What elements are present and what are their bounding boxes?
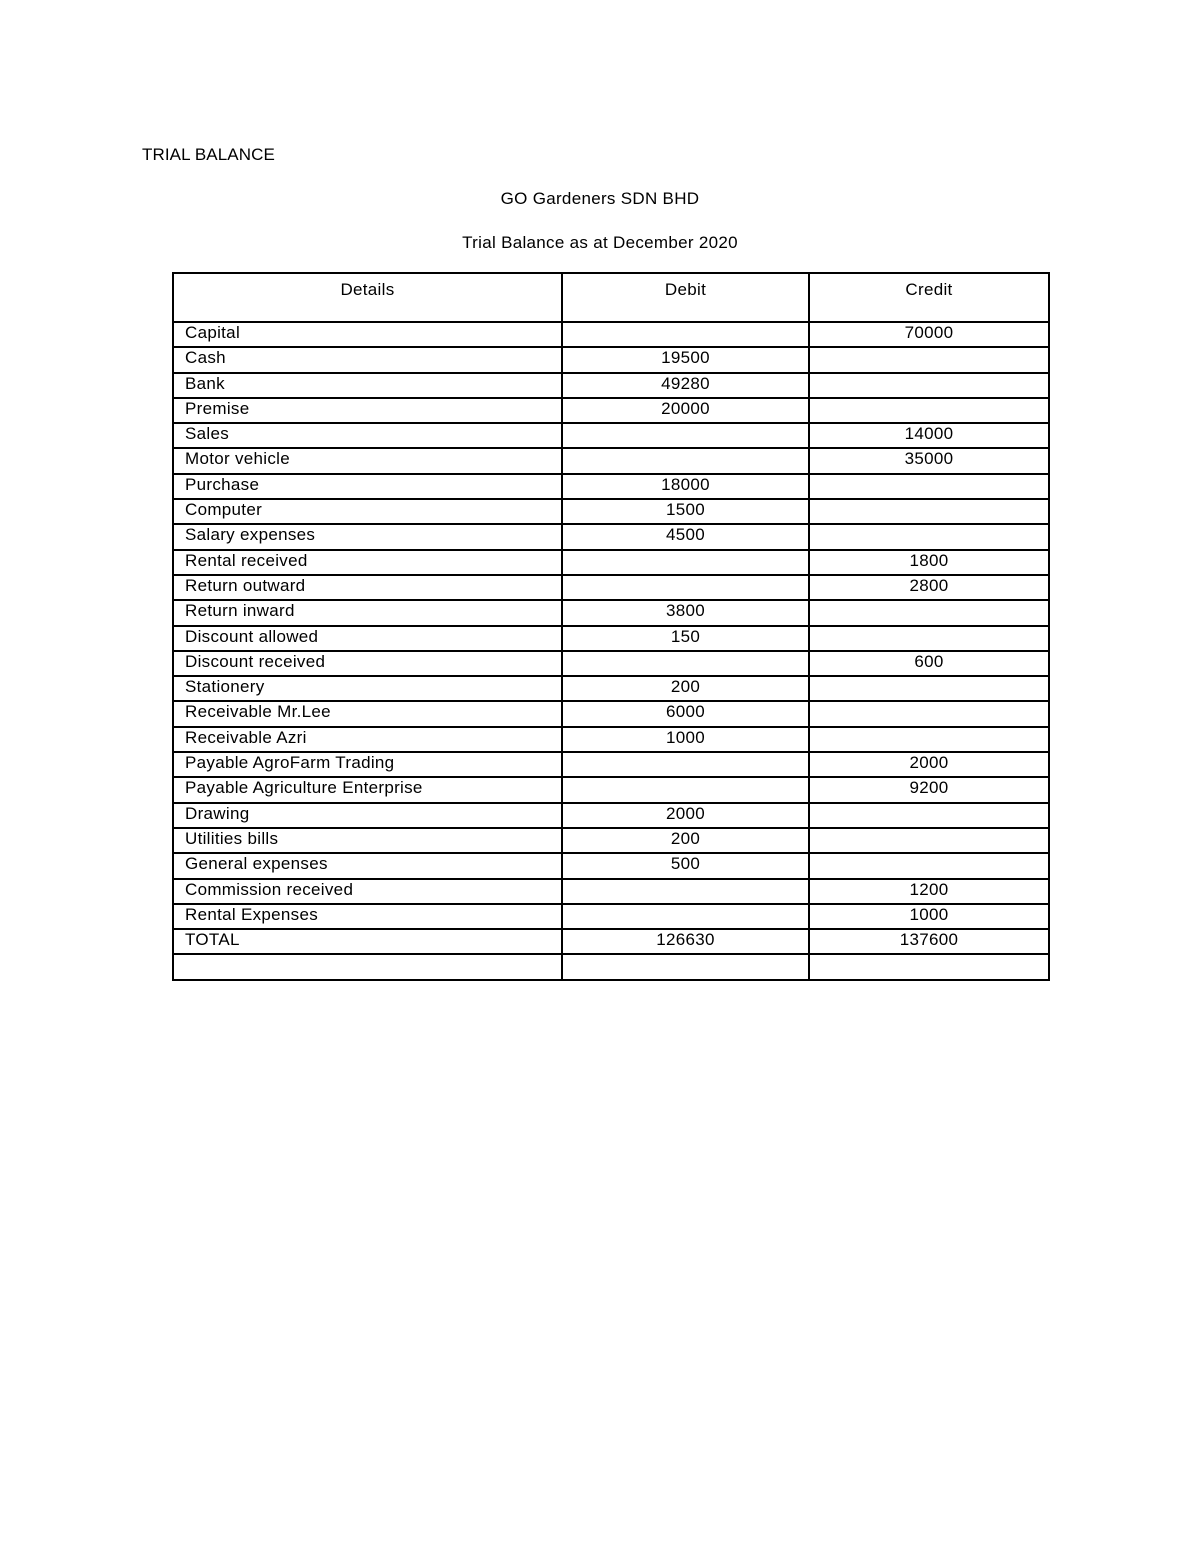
table-row (173, 651, 1049, 676)
table-row (173, 423, 1049, 448)
debit-cell (562, 752, 809, 777)
table-row (173, 828, 1049, 853)
table-row (173, 474, 1049, 499)
document-heading: TRIAL BALANCE (142, 145, 275, 164)
table-row (173, 600, 1049, 625)
details-cell: Capital (173, 322, 562, 347)
details-cell: Salary expenses (173, 524, 562, 549)
table-row (173, 777, 1049, 802)
table-row (173, 701, 1049, 726)
details-cell: Return outward (173, 575, 562, 600)
debit-cell: 19500 (562, 347, 809, 372)
details-cell: Stationery (173, 676, 562, 701)
credit-cell: 137600 (809, 929, 1049, 954)
table-row (173, 676, 1049, 701)
debit-cell (562, 550, 809, 575)
table-row (173, 499, 1049, 524)
debit-cell: 1500 (562, 499, 809, 524)
credit-cell: 70000 (809, 322, 1049, 347)
table-header (173, 273, 1049, 322)
debit-cell (562, 879, 809, 904)
credit-cell (809, 398, 1049, 423)
credit-cell (809, 474, 1049, 499)
details-cell: Commission received (173, 879, 562, 904)
table-row (173, 803, 1049, 828)
details-cell: Receivable Mr.Lee (173, 701, 562, 726)
debit-cell: 2000 (562, 803, 809, 828)
credit-cell: 2800 (809, 575, 1049, 600)
table-row (173, 879, 1049, 904)
debit-cell: 4500 (562, 524, 809, 549)
header-debit: Debit (562, 273, 809, 322)
credit-cell: 2000 (809, 752, 1049, 777)
debit-cell (562, 777, 809, 802)
debit-cell: 1000 (562, 727, 809, 752)
details-cell: Premise (173, 398, 562, 423)
credit-cell: 1800 (809, 550, 1049, 575)
trial-balance-table (172, 272, 1050, 981)
credit-cell (809, 373, 1049, 398)
table-row (173, 550, 1049, 575)
details-cell: General expenses (173, 853, 562, 878)
details-cell: Payable Agriculture Enterprise (173, 777, 562, 802)
details-cell: Utilities bills (173, 828, 562, 853)
details-cell: Rental Expenses (173, 904, 562, 929)
credit-cell: 9200 (809, 777, 1049, 802)
details-cell: Receivable Azri (173, 727, 562, 752)
table-row (173, 954, 1049, 979)
header-credit: Credit (809, 273, 1049, 322)
table-row (173, 448, 1049, 473)
debit-cell: 126630 (562, 929, 809, 954)
details-cell: Purchase (173, 474, 562, 499)
credit-cell (809, 347, 1049, 372)
debit-cell: 150 (562, 626, 809, 651)
debit-cell: 6000 (562, 701, 809, 726)
credit-cell (809, 626, 1049, 651)
credit-cell (809, 853, 1049, 878)
details-cell: Motor vehicle (173, 448, 562, 473)
debit-cell (562, 904, 809, 929)
table-row (173, 904, 1049, 929)
credit-cell: 1000 (809, 904, 1049, 929)
details-cell: Bank (173, 373, 562, 398)
credit-cell (809, 676, 1049, 701)
details-cell: Cash (173, 347, 562, 372)
total-row (173, 929, 1049, 954)
debit-cell: 49280 (562, 373, 809, 398)
debit-cell: 200 (562, 828, 809, 853)
debit-cell (562, 954, 809, 979)
details-cell: Discount received (173, 651, 562, 676)
header-row (173, 273, 1049, 322)
credit-cell: 1200 (809, 879, 1049, 904)
debit-cell: 20000 (562, 398, 809, 423)
credit-cell (809, 701, 1049, 726)
table-row (173, 347, 1049, 372)
credit-cell (809, 524, 1049, 549)
credit-cell (809, 499, 1049, 524)
details-cell: Discount allowed (173, 626, 562, 651)
details-cell: Drawing (173, 803, 562, 828)
table-row (173, 626, 1049, 651)
table-row (173, 398, 1049, 423)
credit-cell: 14000 (809, 423, 1049, 448)
debit-cell (562, 575, 809, 600)
credit-cell (809, 600, 1049, 625)
document-subtitle: Trial Balance as at December 2020 (462, 233, 738, 252)
credit-cell (809, 828, 1049, 853)
table-row (173, 322, 1049, 347)
debit-cell (562, 423, 809, 448)
debit-cell: 18000 (562, 474, 809, 499)
table-row (173, 752, 1049, 777)
debit-cell: 500 (562, 853, 809, 878)
details-cell (173, 954, 562, 979)
credit-cell: 35000 (809, 448, 1049, 473)
debit-cell (562, 651, 809, 676)
header-details: Details (173, 273, 562, 322)
details-cell: Rental received (173, 550, 562, 575)
table-row (173, 575, 1049, 600)
table-body (173, 322, 1049, 980)
table-row (173, 524, 1049, 549)
debit-cell: 3800 (562, 600, 809, 625)
table-row (173, 853, 1049, 878)
table-row (173, 727, 1049, 752)
credit-cell: 600 (809, 651, 1049, 676)
debit-cell: 200 (562, 676, 809, 701)
details-cell: Payable AgroFarm Trading (173, 752, 562, 777)
debit-cell (562, 322, 809, 347)
details-cell: Sales (173, 423, 562, 448)
credit-cell (809, 954, 1049, 979)
credit-cell (809, 803, 1049, 828)
debit-cell (562, 448, 809, 473)
details-cell: Return inward (173, 600, 562, 625)
company-name: GO Gardeners SDN BHD (500, 189, 700, 208)
details-cell: TOTAL (173, 929, 562, 954)
table-row (173, 373, 1049, 398)
details-cell: Computer (173, 499, 562, 524)
credit-cell (809, 727, 1049, 752)
